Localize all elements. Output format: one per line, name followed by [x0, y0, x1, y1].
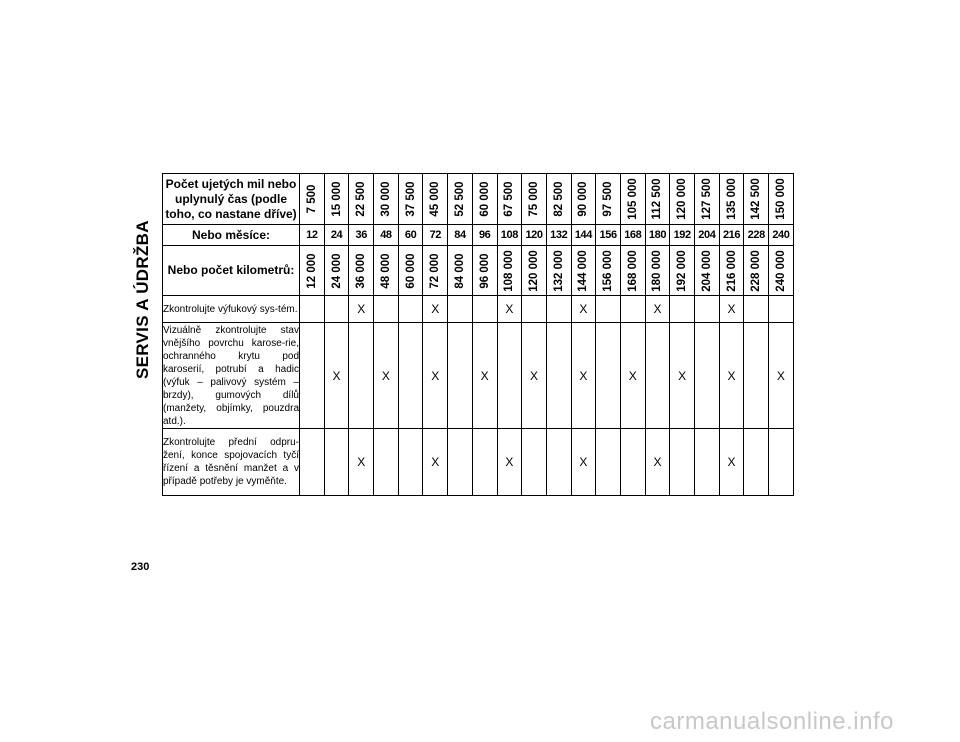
months-header-cell: 36 [349, 225, 374, 246]
km-header-cell [374, 246, 399, 296]
service-mark: X [571, 323, 596, 429]
months-header-cell: 108 [497, 225, 522, 246]
miles-header-cell-label: 37 500 [404, 181, 417, 217]
miles-header-cell [497, 174, 522, 225]
service-mark [645, 323, 670, 429]
service-mark [620, 296, 645, 323]
miles-header-cell-label: 45 000 [429, 181, 442, 217]
maintenance-schedule-table [162, 173, 794, 496]
service-mark [769, 429, 794, 496]
service-mark [300, 429, 325, 496]
km-header-cell [645, 246, 670, 296]
months-header-cell: 156 [596, 225, 621, 246]
table-row [163, 296, 794, 323]
page-number: 230 [131, 561, 150, 573]
section-title [130, 169, 160, 379]
service-mark: X [571, 296, 596, 323]
service-mark [596, 323, 621, 429]
task-description: Vizuálně zkontrolujte stav vnějšího povrchu karose-rie, ochranného krytu pod karoserií, potrubí a hadic (výfuk – palivový systém – brzdy), gumových dílů (manžety, objímky, pouzdra atd.). [163, 324, 299, 427]
km-header-cell-label: 156 000 [602, 249, 615, 292]
miles-header-cell [374, 174, 399, 225]
service-mark [546, 323, 571, 429]
service-mark [398, 296, 423, 323]
miles-header-cell [324, 174, 349, 225]
miles-header-cell-label: 120 000 [676, 178, 689, 220]
service-mark [670, 296, 695, 323]
km-header-cell-label: 144 000 [577, 249, 590, 292]
months-header-cell: 24 [324, 225, 349, 246]
miles-header-cell-label: 22 500 [355, 181, 368, 217]
service-mark [448, 323, 473, 429]
miles-header-cell-label: 15 000 [330, 181, 343, 217]
months-header-cell: 48 [374, 225, 399, 246]
km-header-cell [522, 246, 547, 296]
months-header-label: Nebo měsíce: [163, 225, 300, 246]
miles-header-cell [423, 174, 448, 225]
km-header-cell [448, 246, 473, 296]
months-header-cell: 168 [620, 225, 645, 246]
service-mark: X [719, 429, 744, 496]
service-mark [324, 296, 349, 323]
miles-header-cell [695, 174, 720, 225]
miles-header-cell [645, 174, 670, 225]
service-mark: X [497, 296, 522, 323]
service-mark [448, 296, 473, 323]
service-mark: X [324, 323, 349, 429]
miles-header-cell [620, 174, 645, 225]
service-mark: X [522, 323, 547, 429]
service-mark [300, 323, 325, 429]
table-row [163, 323, 794, 429]
header-miles-row [163, 174, 794, 225]
service-mark [522, 429, 547, 496]
service-mark [744, 429, 769, 496]
km-header-cell [546, 246, 571, 296]
miles-header-cell-label: 135 000 [725, 178, 738, 220]
km-header-cell-label: 96 000 [478, 252, 491, 289]
service-mark [324, 429, 349, 496]
km-header-cell [620, 246, 645, 296]
km-header-cell-label: 72 000 [429, 252, 442, 289]
service-mark: X [423, 429, 448, 496]
miles-header-cell [349, 174, 374, 225]
miles-header-cell-label: 105 000 [626, 178, 639, 220]
header-months-row [163, 225, 794, 246]
months-header-cell: 84 [448, 225, 473, 246]
months-header-cell: 60 [398, 225, 423, 246]
months-header-cell: 144 [571, 225, 596, 246]
months-header-cell: 216 [719, 225, 744, 246]
km-header-cell [423, 246, 448, 296]
section-title-text: SERVIS A ÚDRŽBA [133, 220, 152, 379]
miles-header-cell [398, 174, 423, 225]
km-header-cell-label: 108 000 [503, 249, 516, 292]
km-header-cell-label: 12 000 [305, 252, 318, 289]
km-header-cell-label: 180 000 [651, 249, 664, 292]
service-mark [744, 296, 769, 323]
miles-header-cell [522, 174, 547, 225]
miles-header-cell-label: 52 500 [453, 181, 466, 217]
service-mark [546, 296, 571, 323]
service-mark: X [769, 323, 794, 429]
km-header-cell-label: 84 000 [453, 252, 466, 289]
miles-header-cell [472, 174, 497, 225]
months-header-cell: 96 [472, 225, 497, 246]
task-description: Zkontrolujte výfukový sys-tém. [163, 296, 300, 323]
months-header-cell: 72 [423, 225, 448, 246]
service-mark [472, 429, 497, 496]
service-mark: X [349, 429, 374, 496]
service-mark [546, 429, 571, 496]
km-header-cell-label: 60 000 [404, 252, 417, 289]
miles-header-cell [719, 174, 744, 225]
table-row [163, 429, 794, 496]
months-header-cell: 12 [300, 225, 325, 246]
months-header-cell: 192 [670, 225, 695, 246]
service-mark: X [670, 323, 695, 429]
service-mark: X [374, 323, 399, 429]
service-mark [472, 296, 497, 323]
miles-header-cell [300, 174, 325, 225]
miles-header-cell-label: 150 000 [774, 178, 787, 220]
miles-header-cell-label: 112 500 [651, 178, 664, 220]
service-mark [374, 429, 399, 496]
miles-header-cell-label: 30 000 [379, 181, 392, 217]
service-mark: X [349, 296, 374, 323]
km-header-cell-label: 240 000 [774, 249, 787, 292]
service-mark [695, 296, 720, 323]
miles-header-cell [596, 174, 621, 225]
km-header-cell-label: 228 000 [750, 249, 763, 292]
service-mark: X [719, 323, 744, 429]
service-mark [497, 323, 522, 429]
miles-header-cell-label: 97 500 [602, 181, 615, 217]
service-mark: X [719, 296, 744, 323]
months-header-cell: 120 [522, 225, 547, 246]
miles-header-label: Počet ujetých mil nebo uplynulý čas (podle toho, co nastane dříve) [163, 174, 300, 225]
km-header-cell-label: 24 000 [330, 252, 343, 289]
service-mark: X [423, 296, 448, 323]
km-header-cell [695, 246, 720, 296]
km-header-cell-label: 168 000 [626, 249, 639, 292]
km-header-cell [398, 246, 423, 296]
km-header-cell [497, 246, 522, 296]
service-mark [398, 323, 423, 429]
service-mark [374, 296, 399, 323]
service-mark: X [472, 323, 497, 429]
service-mark: X [571, 429, 596, 496]
service-mark [695, 429, 720, 496]
miles-header-cell-label: 75 000 [528, 181, 541, 217]
miles-header-cell-label: 7 500 [305, 184, 318, 214]
miles-header-cell-label: 90 000 [577, 181, 590, 217]
service-mark: X [620, 323, 645, 429]
miles-header-cell-label: 127 500 [700, 178, 713, 220]
service-mark [596, 429, 621, 496]
km-header-cell-label: 120 000 [528, 249, 541, 292]
months-header-cell: 228 [744, 225, 769, 246]
service-mark [448, 429, 473, 496]
service-mark [695, 323, 720, 429]
service-mark [670, 429, 695, 496]
miles-header-cell-label: 82 500 [552, 181, 565, 217]
km-header-cell [769, 246, 794, 296]
km-header-cell-label: 36 000 [355, 252, 368, 289]
miles-header-cell-label: 142 500 [750, 178, 763, 220]
miles-header-cell [546, 174, 571, 225]
km-header-cell [596, 246, 621, 296]
km-header-cell-label: 192 000 [676, 249, 689, 292]
months-header-cell: 204 [695, 225, 720, 246]
header-km-row [163, 246, 794, 296]
miles-header-cell [769, 174, 794, 225]
months-header-cell: 132 [546, 225, 571, 246]
km-header-cell-label: 48 000 [379, 252, 392, 289]
miles-header-cell-label: 67 500 [503, 181, 516, 217]
miles-header-cell-label: 60 000 [478, 181, 491, 217]
km-header-cell-label: 204 000 [700, 249, 713, 292]
km-header-cell [349, 246, 374, 296]
miles-header-cell [744, 174, 769, 225]
km-header-cell-label: 132 000 [552, 249, 565, 292]
km-header-cell [324, 246, 349, 296]
km-header-cell-label: 216 000 [725, 249, 738, 292]
km-header-cell [719, 246, 744, 296]
miles-header-cell [448, 174, 473, 225]
months-header-cell: 240 [769, 225, 794, 246]
service-mark [620, 429, 645, 496]
service-mark: X [645, 296, 670, 323]
miles-header-cell [571, 174, 596, 225]
km-header-cell [472, 246, 497, 296]
service-mark: X [497, 429, 522, 496]
km-header-cell [300, 246, 325, 296]
service-mark [596, 296, 621, 323]
service-mark: X [423, 323, 448, 429]
km-header-cell [670, 246, 695, 296]
task-description: Zkontrolujte přední odpru-žení, konce spojovacích tyčí řízení a těsnění manžet a v případě potřeby je vyměňte. [163, 429, 300, 496]
km-header-cell [571, 246, 596, 296]
months-header-cell: 180 [645, 225, 670, 246]
service-mark [769, 296, 794, 323]
service-mark: X [645, 429, 670, 496]
service-mark [300, 296, 325, 323]
watermark: carmanualsonline.info [650, 708, 894, 735]
service-mark [522, 296, 547, 323]
service-mark [349, 323, 374, 429]
miles-header-cell [670, 174, 695, 225]
service-mark [744, 323, 769, 429]
service-mark [398, 429, 423, 496]
km-header-cell [744, 246, 769, 296]
km-header-label: Nebo počet kilometrů: [163, 246, 300, 296]
